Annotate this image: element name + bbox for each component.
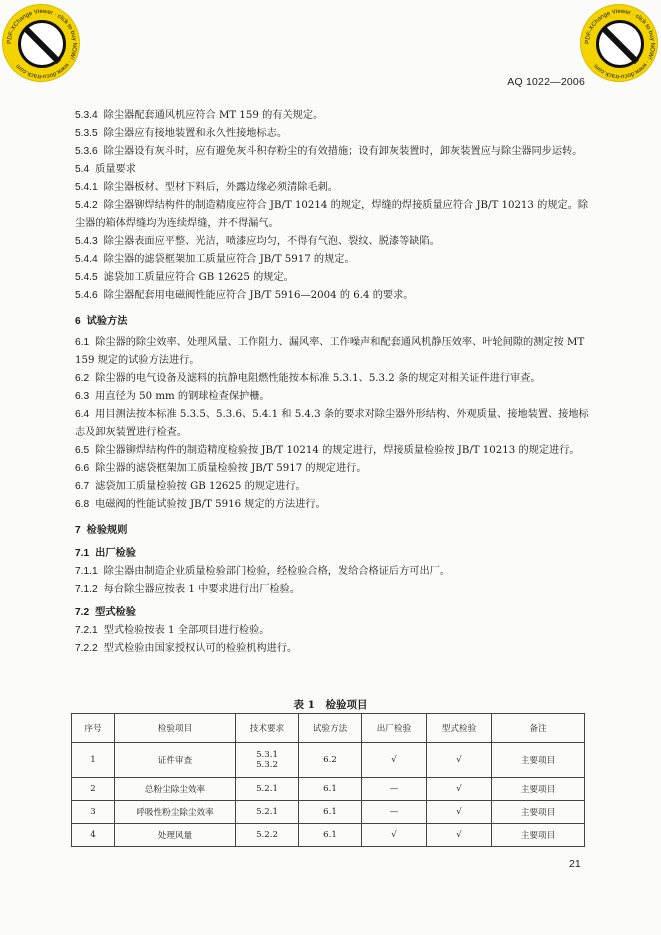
cell-requirement: 5.2.1 <box>236 801 299 824</box>
table-row <box>72 778 585 801</box>
cell-factory: — <box>362 801 427 824</box>
clause-7-1-1: 7.1.1 除尘器由制造企业质量检验部门检验，经检验合格，发给合格证后方可出厂。 <box>75 566 451 577</box>
clause-6-3: 6.3 用直径为 50 mm 的钢球检查保护栅。 <box>75 391 270 402</box>
cell-item: 总粉尘除尘效率 <box>115 778 236 801</box>
heading-5-4: 5.4 质量要求 <box>75 164 136 175</box>
cell-requirement: 5.2.1 <box>236 778 299 801</box>
clause-5-3-4: 5.3.4 除尘器配套通风机应符合 MT 159 的有关规定。 <box>75 110 324 121</box>
clause-6-6: 6.6 除尘器的滤袋框架加工质量检验按 JB/T 5917 的规定进行。 <box>75 463 367 474</box>
cell-method: 6.1 <box>299 778 362 801</box>
clause-5-4-2: 5.4.2 除尘器铆焊结构件的制造精度应符合 JB/T 10214 的规定，焊缝的焊接质量应符合 JB/T 10213 的规定。除尘器的箱体焊缝均为连续焊缝，并不得漏气。 <box>75 200 589 229</box>
section-7-heading: 7 检验规则 <box>75 524 128 536</box>
clause-6-5: 6.5 除尘器铆焊结构件的制造精度检验按 JB/T 10214 的规定进行，焊接质量检验按 JB/T 10213 的规定进行。 <box>75 445 580 456</box>
cell-note: 主要项目 <box>492 824 585 847</box>
cell-item: 呼吸性粉尘除尘效率 <box>115 801 236 824</box>
cell-method: 6.2 <box>299 743 362 778</box>
header-method: 试验方法 <box>299 714 362 743</box>
clause-7-1-2: 7.1.2 每台除尘器应按表 1 中要求进行出厂检验。 <box>75 584 301 595</box>
cell-factory: — <box>362 778 427 801</box>
cell-note: 主要项目 <box>492 801 585 824</box>
clause-7-2-2: 7.2.2 型式检验由国家授权认可的检验机构进行。 <box>75 643 298 654</box>
cell-type: √ <box>427 801 492 824</box>
cell-requirement: 5.2.2 <box>236 824 299 847</box>
clause-6-1: 6.1 除尘器的除尘效率、处理风量、工作阻力、漏风率、工作噪声和配套通风机静压效率、叶轮间隙的测定按 MT 159 规定的试验方法进行。 <box>75 337 585 366</box>
inspection-items-table <box>71 713 585 847</box>
badge-text-right: PDF-XChange Viewer · click to buy NOW! · www.docu-track.com <box>584 8 656 80</box>
cell-no: 4 <box>72 824 115 847</box>
pdf-xchange-badge-left[interactable] <box>2 4 80 82</box>
table-header-row <box>72 714 585 743</box>
cell-item: 证件审查 <box>115 743 236 778</box>
cell-no: 3 <box>72 801 115 824</box>
cell-type: √ <box>427 778 492 801</box>
header-factory-inspection: 出厂检验 <box>362 714 427 743</box>
page-number: 21 <box>569 858 581 870</box>
document-body <box>75 107 591 658</box>
header-no: 序号 <box>72 714 115 743</box>
clause-5-4-5: 5.4.5 滤袋加工质量应符合 GB 12625 的规定。 <box>75 272 294 283</box>
clause-6-2: 6.2 除尘器的电气设备及滤料的抗静电阻燃性能按本标准 5.3.1、5.3.2 条的规定对相关证件进行审查。 <box>75 373 541 384</box>
cell-method: 6.1 <box>299 824 362 847</box>
clause-5-4-1: 5.4.1 除尘器板材、型材下料后，外露边缘必须清除毛刺。 <box>75 182 338 193</box>
cell-requirement: 5.3.1 5.3.2 <box>236 743 299 778</box>
clause-5-4-6: 5.4.6 除尘器配套用电磁阀性能应符合 JB/T 5916—2004 的 6.4 的要求。 <box>75 290 414 301</box>
no-sign-icon <box>18 20 66 68</box>
cell-item: 处理风量 <box>115 824 236 847</box>
cell-note: 主要项目 <box>492 778 585 801</box>
cell-no: 2 <box>72 778 115 801</box>
section-6-heading: 6 试验方法 <box>75 315 128 327</box>
header-requirement: 技术要求 <box>236 714 299 743</box>
clause-5-4-4: 5.4.4 除尘器的滤袋框架加工质量应符合 JB/T 5917 的规定。 <box>75 254 355 265</box>
no-sign-icon <box>596 20 644 68</box>
clause-5-4-3: 5.4.3 除尘器表面应平整、光洁，喷漆应均匀，不得有气泡、裂纹、脱漆等缺陷。 <box>75 236 440 247</box>
header-item: 检验项目 <box>115 714 236 743</box>
table-row <box>72 824 585 847</box>
standard-code: AQ 1022—2006 <box>507 76 585 88</box>
header-note: 备注 <box>492 714 585 743</box>
table-row <box>72 743 585 778</box>
table-caption: 表 1 检验项目 <box>293 699 368 711</box>
cell-method: 6.1 <box>299 801 362 824</box>
pdf-xchange-badge-right[interactable] <box>580 4 658 82</box>
clause-5-3-6: 5.3.6 除尘器设有灰斗时，应有避免灰斗积存粉尘的有效措施；设有卸灰装置时，卸灰装置应与除尘器同步运转。 <box>75 146 583 157</box>
header-type-inspection: 型式检验 <box>427 714 492 743</box>
cell-note: 主要项目 <box>492 743 585 778</box>
table-row <box>72 801 585 824</box>
clause-5-3-5: 5.3.5 除尘器应有接地装置和永久性接地标志。 <box>75 128 288 139</box>
clause-6-7: 6.7 滤袋加工质量检验按 GB 12625 的规定进行。 <box>75 481 306 492</box>
cell-no: 1 <box>72 743 115 778</box>
cell-type: √ <box>427 824 492 847</box>
cell-factory: √ <box>362 743 427 778</box>
cell-type: √ <box>427 743 492 778</box>
heading-7-2: 7.2 型式检验 <box>75 606 136 618</box>
clause-7-2-1: 7.2.1 型式检验按表 1 全部项目进行检验。 <box>75 625 270 636</box>
clause-6-4: 6.4 用目测法按本标准 5.3.5、5.3.6、5.4.1 和 5.4.3 条的要求对除尘器外形结构、外观质量、接地装置、接地标志及卸灰装置进行检查。 <box>75 409 589 438</box>
clause-6-8: 6.8 电磁阀的性能试验按 JB/T 5916 规定的方法进行。 <box>75 499 326 510</box>
heading-7-1: 7.1 出厂检验 <box>75 547 136 559</box>
cell-factory: √ <box>362 824 427 847</box>
badge-text-left: PDF-XChange Viewer · click to buy NOW! · www.docu-track.com <box>6 8 78 80</box>
